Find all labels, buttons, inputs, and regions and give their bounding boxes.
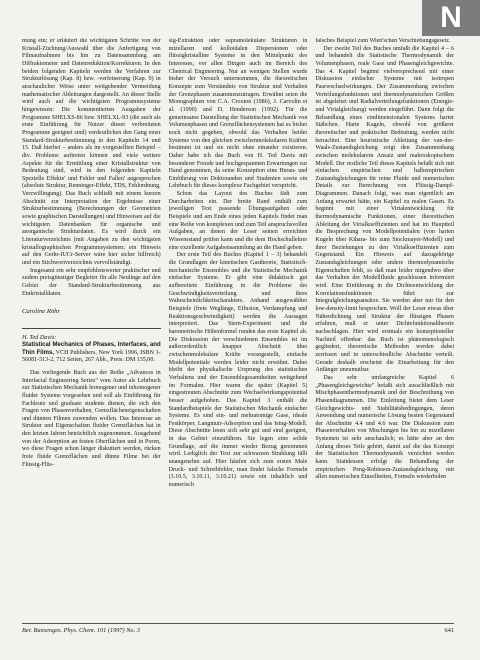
- reviewer-name: Caroline Röhr: [22, 308, 61, 316]
- journal-citation: Ber. Bunsenges. Phys. Chem. 101 (1997) No. 3: [22, 627, 140, 634]
- book-publication-details: VCH Publishers, New York 1996, ISBN 1-56081-513-2, 712 Seiten, 267 Abb., Preis: DM 135,00.: [22, 349, 161, 364]
- review-paragraph: Das sehr umfangreiche Kapitel 6 „Phasengleichgewichte" befaßt sich ausschließlich mit Mischphasenthermodynamik und der Beschreibung von Phasendiagrammen. Die Einleitung bietet dem Leser Gleichgewichts- und Stabilitätsbedingungen, deren Anwendung und numerische Lösung besten Gegenstand der Abschnitte 4.4 und 4.6 war. Die Diskussion zum Phasenverhalten von Mischungen bis hin zu mizellaren Systemen ist sehr anschaulich; es hätte aber an den Anfang dieses Teils gehört, damit auf die das Konzept der Statistischen Thermodynamik verzichtet werden kann. Stattdessen erfolgt die Behandlung der empirischen Peng-Robinson-Zustandsgleichung mit allen numerischen Einzelheiten, Formeln wiederholen: [315, 374, 455, 481]
- review-paragraph: Insgesamt ein sehr empfehlenswerter praktischer und zudem preisgünstiger Begleiter für alle Neulinge auf den Gebiet der Standard-Strukturbestimmung aus Einkristalldaten.: [22, 267, 161, 297]
- review-paragraph: falsches Beispiel zum Wien'schen Verschiebungsgesetz.: [315, 38, 451, 44]
- column-left: [22, 38, 161, 616]
- column-middle: [169, 38, 308, 616]
- book-title: Statistical Mechanics of Phases, Interfaces, and Thin Films,: [22, 341, 161, 356]
- review-paragraph: Schon das Layout des Buches fädt zum Durcharbeiten ein. Der breite Rand enthält zum jeweiligen Text passende Übungsaufgaben oder Beispiele und am Ende eines jeden Kapitels findet man eine Reihe von komplexen und zum Teil anspruchsvollen Aufgaben, an denen der Leser seinen erreichten Wissensstand prüfen kann und die dem Hochschullehrer eine exzellente Aufgabensammlung an die Hand geben.: [168, 191, 308, 251]
- review-paragraph: Der zweite Teil des Buches umfaßt die Kapitel 4 – 6 und behandelt die Statistische Thermodynamik der Volumenphasen, reale Gase und Phasengleichgewichte. Das 4. Kapitel beginnt vielversprechend mit einer Diskussion einfacher Systeme mit isotropen Paarwechselwirkungen. Der Zusammenhang zwischen Verteilungsfunktionen und thermodynamischen Größen ist abgeleitet und Radialverteilungsfunktionen (Energie- und Virialgleichung) werden eingeführt. Dann folgt die Behandlung eines eindimensionalen Systems harter Stäbchen. Harte Kugeln, obwohl von größerer theoretischer und praktischer Bedeutung, werden nicht betrachtet. Eine heuristische Ableitung der van-der-Waals-Zustandsgleichung zeigt den Zusammenhang zwischen molekularem Ansatz und makroskopischem Modell. Der restliche Teil dieses Kapitels befaßt sich mit einfachen empirischen und halbempirischen Zustandsgleichungen für reine Fluide und numerischen Details zur Berechnung von Flüssig-Dampf-Diagrammen. Danach folgt, was man eigentlich am Anfang erwartet hätte, ein Kapitel zu realen Gasen. Es beginnt mit einer Virialentwicklung für thermodynamische Funktionen, einer theoretischen Ableitung der Virialkoeffizienten und hat im Hauptteil die Besprechung von Modellpotentialen (von harten Kugeln über Kihara- bis zum Stockmayer-Modell) und ihrer Beziehungen zu den Virialkoeffizienten zum Gegenstand. Ein Hinweis auf dazugehörige Zustandsgleichungen oder andere thermodynamische Eigenschaften fehlt, so daß man leider nirgendwo über das Verhalten der Modellfluide geschlossen informiert wird. Eine Einführung in die Dichteentwicklung der Korrelationsfunktionen führt zur Integralgleichungsansätze. Sie werden aber nur für den low-density-limit besprochen. Woll der Leser etwas über Näherdichtung und Struktur der flüssigen Phasen erfahren, muß er unter Dichtefunktionaltheorie nachschlagen. Hier wird erstmals ein konzeptioneller Nachteil offenbar: das Buch ist phänomenologisch gegliedert, theoretische Methoden werden dabei zerrissen und in unterschiedliche Abschnitte verteilt. Gerade deshalb erscheint die Einarbeitung für den Anfänger unzumutbar.: [315, 45, 455, 374]
- review-paragraph: Der erste Teil des Buches (Kapitel 1 – 3) behandelt die Grundlagen der kinetischen Gastheorie, Statistisch-mechanische Ensembles und die Statistische Mechanik einfacher Systeme. Er gibt eine didaktisch gut aufbereitete Einführung in die Probleme der Geschwindigkeitsverteilung und ihres Wahrscheinlichkeitscharakters. Anhand ausgewählter Beispiele (freie Weglänge, Effusion, Verdampfung und Reaktionsgeschwindigkeit) werden die Aussagen interpretiert. Das Stern-Experiment und die barometrische Höhenformel runden das erste Kapitel ab. Die Diskussion der verschiedenen Ensembles ist im außerordentlich knapper Abschnitt über zwischenmolekulare Kräfte vorangestellt, einfache Modellpotentiale werden leider nicht erwähnt. Daher bleibt der physikalische Ursprung des statistischen Verhaltens und der Ensemblegesamtheiten weitgehend im Formalen. Hier waren die später (Kapitel 5) eingestreuten Abschnitte zum Wechselwirkungspotential besser aufgehoben. Das Kapitel 3 enthält die Standardbeispiele der Statistischen Mechanik einfacher Systeme. Es sind ein- und mehratomige Gase, ideale Festkörper, Langmuir-Adsorption und das Ising-Modell. Diese Abschnitte lesen sich sehr gut und sind geeignet, in das Gebiet einzuführen. Sie legen eine solide Grundlage, auf die immer wieder Bezug genommen wird. Lediglich der Text zur schwarzen Strahlung fällt unangenehm auf. Hier häufen sich zum ersten Male Druck- und Schreibfehler, man findet falsche Formeln (3.10.5, 3.10.11, 3.10.21) sowie ein inhaltlich und numerisch: [168, 252, 308, 489]
- book-author: H. Ted Davis:: [22, 334, 57, 342]
- review-paragraph: mung ein; er erläutert die wichtigsten Schritte von der Kristall-Züchtung/Auswahl über die Anfertigung von Filmaufnahmen bis hin zu Datensammlung am Diffraktometer und Datenreduktion/Korrekturen. In den beiden folgenden Kapiteln werden die Verfahren zur Strukturlösung (Kap. 8) bzw. -verfeinerung (Kap. 9) in anschaulicher Weise unter weitgehender Vermeidung mathematischer Ableitungen dargestellt. An dieser Stelle wird auch auf die wichtigsten Programmsysteme hingewiesen: Die kommentierten Ausgaben der Programme SHELXS-86 bzw. SHELXL-93 (die auch als erste Einführung für Nutzer dieser verbreiteten Programme geeignet sind) verdeutlichen den Gang einer Standard-Strukturbestimmung in den Kapiteln 14 und 15. Daß hierbei – anders als im vorgestellten Beispiel – div. Probleme auftreten können und viele weitere Aspekte für die Ermittlung einer Kristallstruktur von Bedeutung sind, wird in den folgenden Kapiteln Spezielle Effekte' und Fehler und Fallen' angesprochen (absolute Struktur, Renninger-Effekt, TDS, Fehlordnung, Verzwillingung). Das Buch schließt mit einem kurzen Abschnitt zur Interpretation der Ergebnisse einer Strukturbestimmung (Berechnungen der Geometrien sowie graphischen Darstellungen) und Hinweisen auf die wichtigsten Datenbanken für organische und anorganische Strukturdaten. Es wird durch ein Literaturverzeichnis (mit Angaben zu den wichtigsten kristallographischen Programmsystemen; ein Hinweis auf den Gerhr-IUCr-Server wäre hier sicher hilfreich) und ein Stichwortverzeichnis vervollständigt.: [22, 38, 161, 267]
- book-citation: [22, 334, 161, 365]
- review-paragraph: Das vorliegende Buch aus der Reihe „Advances in Interfacial Engineering Series" vom Autor als Lehrbuch zur Statistischen Mechanik homogener und inhomogener fluider Systeme vorgesehen und soll als Einführung für Fachleute und graduate students dienen, die sich den Fragen von Phasenverhalten, Grenzflächeneigenschaften und dünnen Filmen zuwenden wollen. Das Interesse an Struktur und Eigenschaften fluider Grenzflächen hat in den letzten Jahren beträchtlich zugenommen. Ausgehend von der Adsorption an festen Oberflächen und in Poren, wo diese Fragen schon länger diskutiert werden, rücken freie fluide Grenzflächen und dünne Filme bei der Flüssig-Flüs-: [22, 369, 161, 468]
- page-footer: [22, 627, 454, 635]
- footer-divider: [22, 623, 454, 624]
- review-paragraph: sig-Extraktion oder supramolekulare Strukturen in mizellaren und kolloidalen Dispersionen oder flüssigkristalline Systeme in den Mittelpunkt des Interesses, vor allen Dingen auch im Bereich des Chemical Engineering. Nur an wenigen Stellen wurde bisher der Versuch unternommen, die theoretischen Konzepte zum Verständnis von Struktur und Verhalten der Grenzphasen zusammenzutragen. Erwähnt seien die Monographien von C.A. Croxton (1986), J. Carvolin et al. (1990) und D. Henderson (1992). Für die gemeinsame Darstellung der Statistischen Mechanik von Volumenphasen und Grenzflächensystemen hat es bisher noch nicht gegeben, obwohl das Verhalten beider Systeme von den gleichen zwischenmolekularen Kräften bestimmt ist und sie nicht ohne einander existieren. Daher habe ich das Buch von H. Ted Davis mit besonderer Freude und hochgespannten Erwartungen zur Hand genommen, da seine Konzeption eine Heran- und Einführung von Doktoranden und Studenten sowie ein Lehrbuch für dieses komplexe Fachgebiet verspricht.: [168, 38, 308, 190]
- section-corner-tab: N: [422, 0, 480, 36]
- page-number: 641: [444, 627, 454, 634]
- column-right: [315, 38, 454, 616]
- section-divider: [22, 328, 161, 329]
- text-columns: [22, 38, 454, 616]
